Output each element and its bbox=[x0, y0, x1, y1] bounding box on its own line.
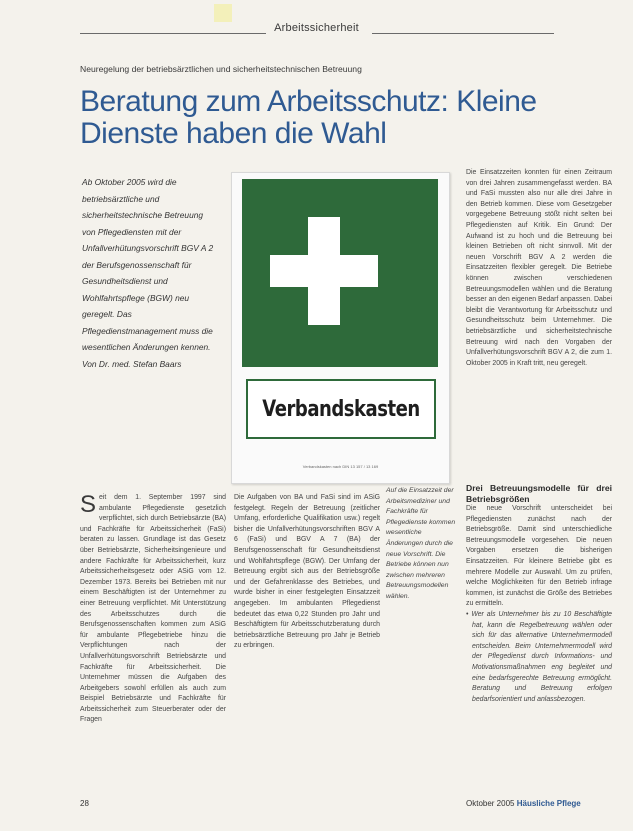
cross-icon-bar bbox=[270, 255, 378, 287]
body-text-a: eit dem 1. September 1997 sind ambulante Pflegedienste gesetzlich verpflichtet, sich durch Betriebsärzte (BA) und Fachkräfte für Arbeitssicherheit (FaSi) beraten zu lassen. Grundlage ist das Gesetz über Betriebsärzte, Sicherheitsingenieure und andere Fachkräfte für Arbeitssicherheit, kurz Arbeitssicherheitsgesetz oder ASiG vom 12. Dezember 1973. Bereits bei Betrieben mit nur einem Beschäftigten ist der Unternehmer zu einer Betreuung verpflichtet. Mit Unterstützung des Arbeitsschutzes durch die Berufsgenossenschaften kommen zum ASiG für ambulante Pflegebetriebe hinzu die Verpflichtungen nach der Unfallverhütungsvorschrift Betriebsärzte und Fachkräfte für Arbeitssicherheit. Die Unternehmer müssen die Aufgaben des Arbeitgebers sowohl erfüllen als auch zum Beispiel Betriebsärzte und Fachkräfte für Arbeitssicherheit zum Steuerberater oder der Fragen bbox=[80, 494, 226, 724]
highlight-mark bbox=[214, 4, 232, 22]
article-title: Beratung zum Arbeitsschutz: Kleine Dienste haben die Wahl bbox=[80, 85, 537, 150]
header-rule-right bbox=[372, 33, 554, 34]
sign-fineprint: Verbandskasten nach DIN 13 157 / 13 169 bbox=[302, 464, 379, 469]
article-intro bbox=[82, 174, 214, 372]
sign-label-box bbox=[246, 379, 436, 439]
sidebar-note bbox=[386, 486, 458, 603]
first-aid-sign-image bbox=[231, 172, 450, 484]
section-label: Arbeitssicherheit bbox=[274, 22, 359, 34]
column-right-bottom bbox=[466, 483, 612, 705]
sign-label: Verbandskasten bbox=[262, 396, 420, 422]
article-kicker: Neuregelung der betriebsärztlichen und sicherheitstechnischen Betreuung bbox=[80, 64, 362, 74]
magazine-name: Häusliche Pflege bbox=[516, 799, 581, 808]
column-b bbox=[234, 493, 380, 652]
body-text-right-bottom: Die neue Vorschrift unterscheidet bei Pflegediensten zunächst nach der Betriebsgröße. Damit sind unterschiedliche Betreuungsmodelle vorgesehen. Die neuen Vorgaben ersetzen die bisherigen Einsatzzeiten. Für kleinere Betriebe gibt es mehrere Modelle zur Auswahl. Um zu prüfen, welche Möglichkeiten für den Betrieb infrage kommen, ist zunächst die Größe des Betriebes zu ermitteln. bbox=[466, 505, 612, 608]
drop-cap: S bbox=[80, 491, 97, 518]
header-rule-left bbox=[80, 33, 266, 34]
column-right-top bbox=[466, 168, 612, 369]
body-text-right-top: Die Einsatzzeiten konnten für einen Zeitraum von drei Jahren zusammengefasst werden. BA und FaSi mussten also nur alle drei Jahre in den Betrieb kommen. Diese vom Gesetzgeber vorgegebene Betreuung stößt nicht selten bei Pflegediensten auf Kritik. Ein Grund: Der Aufwand ist zu hoch und die Betreuung bei kleinen Betrieben oft nicht sinnvoll. Mit der neuen Vorschrift BGV A 2 werden die Einsatzzeiten flexibler geregelt. Die Betriebe können zwischen verschiedenen Betreuungsmodellen wählen und die Beratung besser an den eigenen Bedarf anpassen. Dabei bleibt die Verantwortung für Arbeitsschutz und Gesundheitsschutz beim Unternehmer. Die betriebsärztliche und sicherheitstechnische Betreuung wird nach den Vorgaben der Unfallverhütungsvorschrift BGV A 2, die zum 1. Oktober 2005 in Kraft tritt, neu geregelt. bbox=[466, 169, 612, 367]
body-text-b: Die Aufgaben von BA und FaSi sind im ASiG festgelegt. Regeln der Betreuung (zeitlicher Umfang, erforderliche Qualifikation usw.) regelt bisher die Unfallverhütungsvorschriften BGV A 6 (FaSi) und BGV A 7 (BA) der Berufsgenossenschaft für Gesundheitsdienst und Wohlfahrtspflege (BGW). Der Umfang der Betreuung ergibt sich aus der Betriebsgröße und der Gefahrenklasse des Betriebes, und wurde bisher in einer festgelegten Einsatzzeit angegeben. Im ambulanten Pflegedienst bedeutet das etwa 0,22 Stunden pro Jahr und Beschäftigtem für Arbeitsschutzberatung durch betriebsärztliche Betreuung pro Jahr je Betrieb zu erbringen. bbox=[234, 494, 380, 650]
page-number: 28 bbox=[80, 799, 89, 808]
bullet-item: • Wer als Unternehmer bis zu 10 Beschäftigte hat, kann die Regelbetreuung wählen oder sich für das alternative Unternehmermodell entscheiden. Beim Unternehmermodell wird der Pflegedienst durch Informations- und Motivationsmaßnahmen eng begleitet und eine bedarfsgerechte Betreuung ermöglicht. Beratung und Betreuung erfolgen bedarfsorientiert und anlassbezogen. bbox=[466, 610, 612, 703]
issue-date: Oktober 2005 bbox=[466, 799, 515, 808]
footer-issue bbox=[466, 799, 581, 808]
column-a bbox=[80, 493, 226, 726]
author-line: Von Dr. med. Stefan Baars bbox=[82, 358, 182, 369]
sidebar-note-text: Auf die Einsatzzeit der Arbeitsmediziner und Fachkräfte für Pflegedienste kommen wesentliche Änderungen durch die neue Vorschrift. Die Betriebe können nun zwischen mehreren Betreuungsmodellen wählen. bbox=[386, 487, 456, 600]
first-aid-panel bbox=[242, 179, 438, 367]
intro-text: Ab Oktober 2005 wird die betriebsärztliche und sicherheitstechnische Betreuung von Pflegediensten mit der Unfallverhütungsvorschrift BGV A 2 der Berufsgenossenschaft für Gesundheitsdienst und Wohlfahrtspflege (BGW) neu geregelt. Das Pflegedienstmanagement muss die wesentlichen Änderungen kennen. bbox=[82, 177, 214, 352]
subheading: Drei Betreuungsmodelle für drei Betriebsgrößen bbox=[466, 483, 612, 504]
